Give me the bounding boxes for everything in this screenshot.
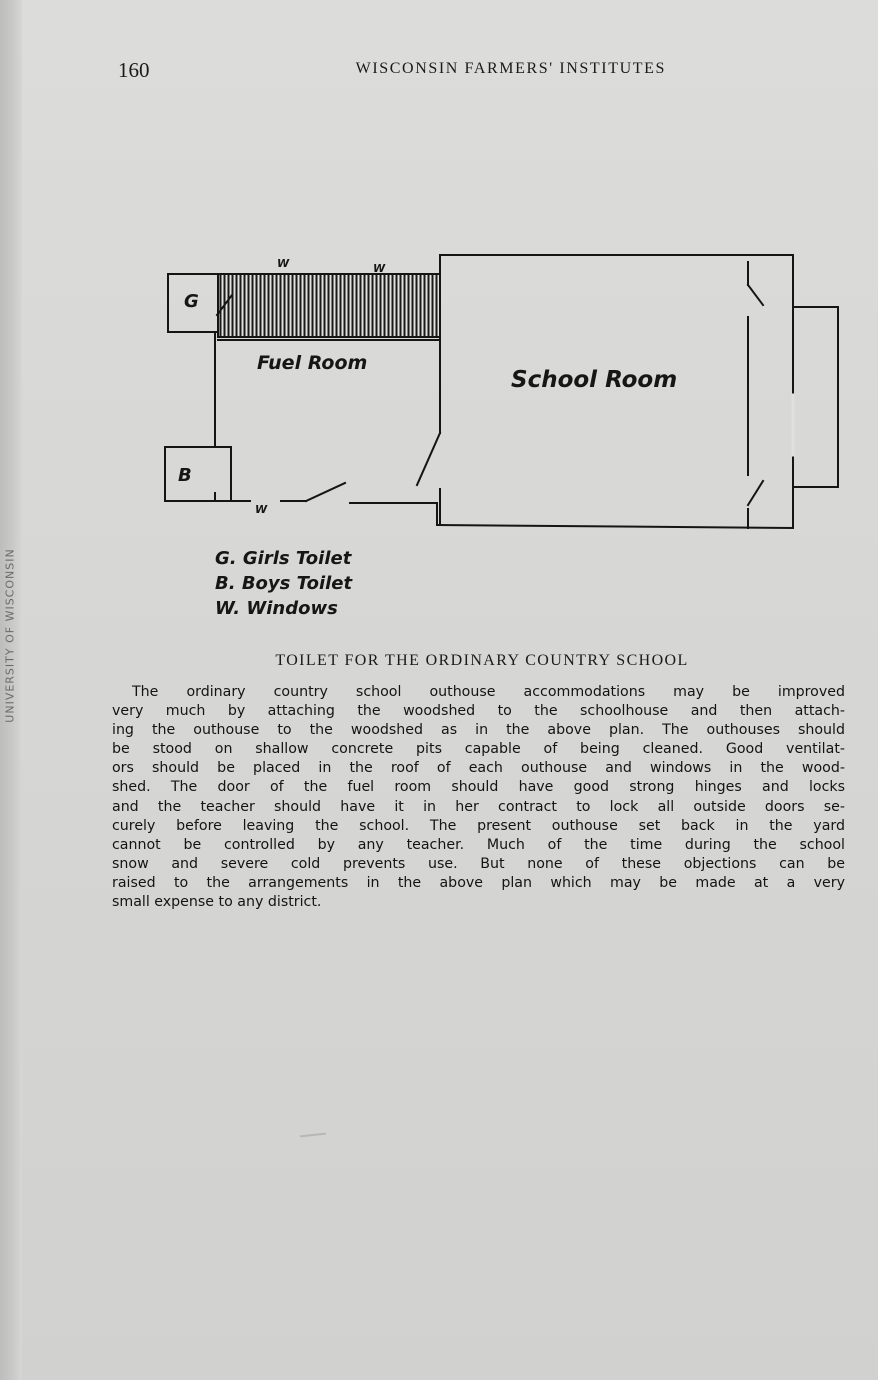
paper-mark bbox=[300, 1133, 326, 1138]
body-line: ing the outhouse to the woodshed as in the above plan. The outhouses should bbox=[112, 722, 845, 739]
body-line: and the teacher should have it in her contract to lock all outside doors se- bbox=[112, 798, 845, 815]
body-line: be stood on shallow concrete pits capable of being cleaned. Good ventilat- bbox=[112, 741, 845, 758]
boys-toilet-letter: B bbox=[178, 465, 192, 486]
page-binding-edge bbox=[0, 0, 22, 1380]
figure-caption: TOILET FOR THE ORDINARY COUNTRY SCHOOL bbox=[275, 652, 689, 669]
boys-toilet-outline bbox=[165, 447, 231, 501]
body-line: ors should be placed in the roof of each outhouse and windows in the wood- bbox=[112, 760, 845, 777]
body-line: raised to the arrangements in the above plan which may be made at a very bbox=[112, 874, 845, 891]
body-line: shed. The door of the fuel room should have good strong hinges and locks bbox=[112, 779, 845, 796]
body-line: The ordinary country school outhouse accommodations may be improved bbox=[132, 684, 845, 700]
legend-boys-toilet: B. Boys Toilet bbox=[215, 573, 353, 594]
school-room-label: School Room bbox=[511, 367, 678, 393]
body-line: small expense to any district. bbox=[112, 894, 322, 911]
body-line: cannot be controlled by any teacher. Much of the time during the school bbox=[112, 836, 845, 853]
body-line: snow and severe cold prevents use. But none of these objections can be bbox=[112, 855, 845, 872]
body-line: very much by attaching the woodshed to the schoolhouse and then attach- bbox=[112, 703, 845, 720]
girls-toilet-letter: G bbox=[184, 291, 199, 312]
body-line: curely before leaving the school. The present outhouse set back in the yard bbox=[112, 817, 845, 834]
fuel-room-label: Fuel Room bbox=[257, 352, 368, 374]
legend-windows: W. Windows bbox=[215, 598, 338, 619]
body-paragraph bbox=[112, 683, 845, 912]
window-mark: W bbox=[373, 262, 386, 275]
floor-plan-figure bbox=[155, 245, 855, 625]
window-mark: W bbox=[255, 503, 268, 516]
window-mark: W bbox=[277, 257, 290, 270]
page-number: 160 bbox=[118, 58, 150, 82]
library-stamp: UNIVERSITY OF WISCONSIN bbox=[3, 547, 17, 723]
woodshed-wall-strip bbox=[218, 274, 440, 337]
running-head: WISCONSIN FARMERS' INSTITUTES bbox=[355, 60, 666, 77]
page-header bbox=[118, 58, 666, 88]
legend-girls-toilet: G. Girls Toilet bbox=[215, 548, 352, 569]
